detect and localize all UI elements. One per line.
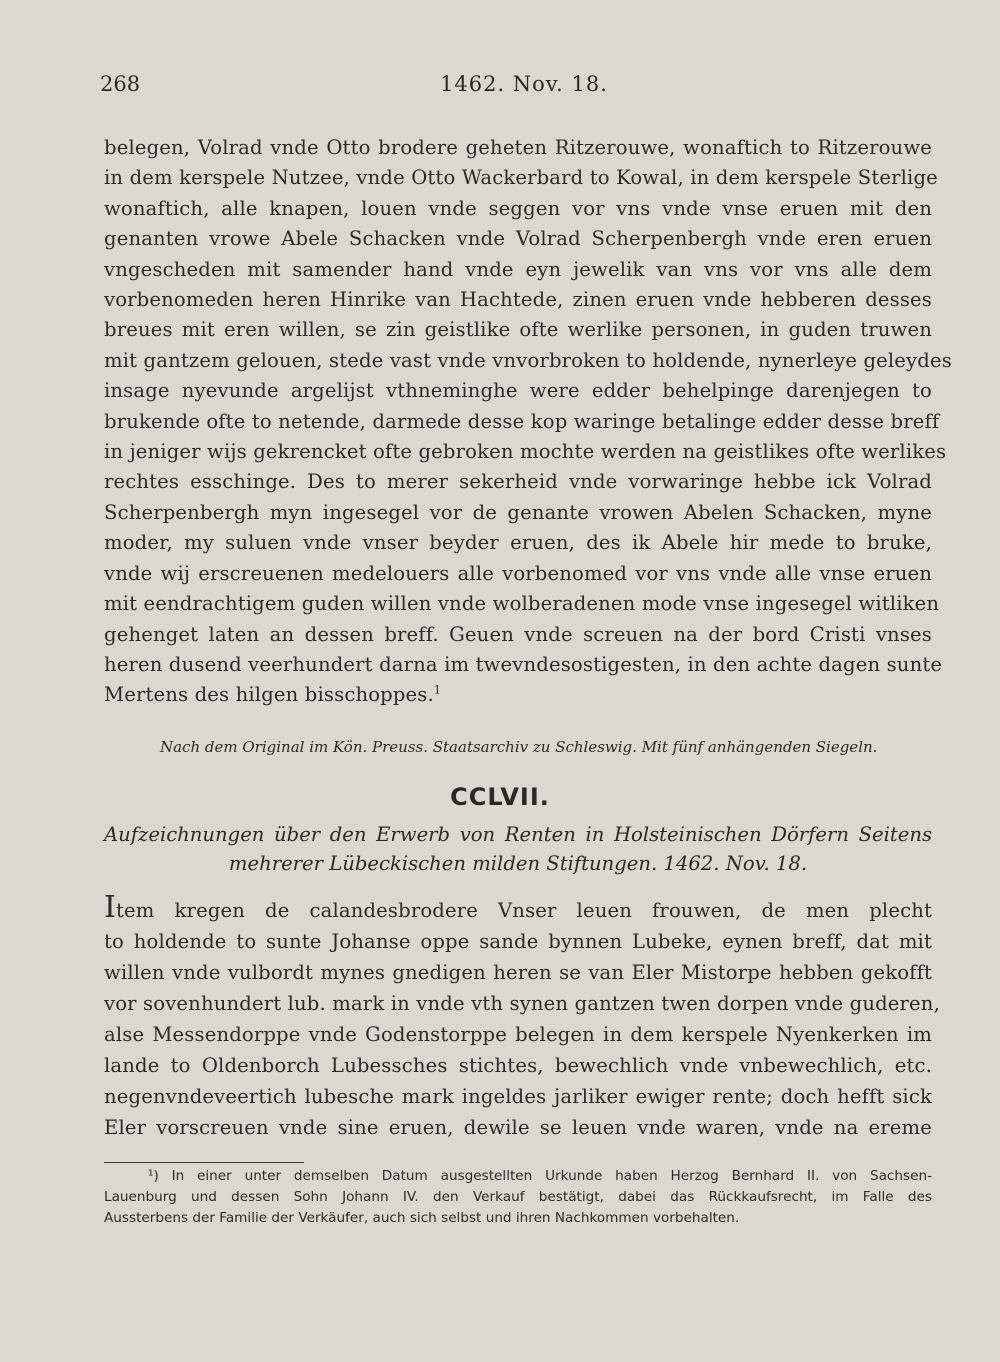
text-line: insage nyevunde argelijst vthneminghe were edder behelpinge darenjegen to <box>104 379 932 403</box>
document-title-line-2: mehrerer Lübeckischen milden Stiftungen. 1462. Nov. 18. <box>228 852 808 875</box>
text-line: heren dusend veerhundert darna im twevndesostigesten, in den achte dagen sunte <box>104 652 943 676</box>
text-line: moder, my suluen vnde vnser beyder eruen, des ik Abele hir mede to bruke, <box>104 531 932 555</box>
text-line: willen vnde vulbordt mynes gnedigen heren se van Eler Mistorpe hebben gekofft <box>104 961 932 984</box>
document-title <box>104 820 932 878</box>
text-line-first <box>104 890 932 926</box>
entry-text <box>104 890 940 1143</box>
text-line: lande to Oldenborch Lubessches stichtes, bewechlich vnde vnbewechlich, etc. <box>104 1054 932 1077</box>
running-head: 1462. Nov. 18. <box>440 72 608 96</box>
continued-charter-text <box>104 133 952 711</box>
text-line: rechtes esschinge. Des to merer sekerheid vnde vorwaringe hebbe ick Volrad <box>104 470 932 494</box>
text-line: mit gantzem gelouen, stede vast vnde vnvorbroken to holdende, nynerleye geleydes <box>104 348 952 372</box>
footnote-line-1 <box>104 1166 932 1187</box>
footnote-line-3: Aussterbens der Familie der Verkäufer, auch sich selbst und ihren Nachkommen vorbehalten. <box>104 1210 740 1226</box>
footnote-divider <box>104 1162 304 1163</box>
initial-letter: I <box>104 890 117 925</box>
footnote-line-2: Lauenburg und dessen Sohn Johann IV. den Verkauf bestätigt, dabei das Rückkaufsrecht, im Falle des <box>104 1189 932 1205</box>
text-line: vor sovenhundert lub. mark in vnde vth synen gantzen twen dorpen vnde guderen, <box>104 992 940 1015</box>
text-line: in dem kerspele Nutzee, vnde Otto Wackerbard to Kowal, in dem kerspele Sterlige <box>104 166 938 190</box>
text-line: gehenget laten an dessen breff. Geuen vnde screuen na der bord Cristi vnses <box>104 622 932 646</box>
first-line-rest: tem kregen de calandesbrodere Vnser leuen frouwen, de men plecht <box>116 899 932 922</box>
text-line: wonaftich, alle knapen, louen vnde seggen vor vns vnde vnse eruen mit den <box>104 196 932 220</box>
document-title-line-1: Aufzeichnungen über den Erwerb von Renten in Holsteinischen Dörfern Seitens <box>104 823 932 846</box>
text-line: vorbenomeden heren Hinrike van Hachtede, zinen eruen vnde hebberen desses <box>104 288 932 312</box>
source-note: Nach dem Original im Kön. Preuss. Staatsarchiv zu Schleswig. Mit fünf anhängenden Siegeln. <box>160 738 878 756</box>
text-line: to holdende to sunte Johanse oppe sande bynnen Lubeke, eynen breff, dat mit <box>104 930 932 953</box>
text-line: Eler vorscreuen vnde sine eruen, dewile se leuen vnde waren, vnde na ereme <box>104 1116 932 1139</box>
footnote-marker: ¹) <box>148 1168 159 1184</box>
text-line-last-content: Mertens des hilgen bisschoppes. <box>104 683 434 707</box>
text-line: mit eendrachtigem guden willen vnde wolberadenen mode vnse ingesegel witliken <box>104 592 940 616</box>
text-line: breues mit eren willen, se zin geistlike ofte werlike personen, in guden truwen <box>104 318 932 342</box>
text-line: genanten vrowe Abele Schacken vnde Volrad Scherpenbergh vnde eren eruen <box>104 227 932 251</box>
text-line: vnde wij erscreuenen medelouers alle vorbenomed vor vns vnde alle vnse eruen <box>104 561 932 585</box>
document-number: CCLVII. <box>450 783 550 811</box>
text-line: brukende ofte to netende, darmede desse kop waringe betalinge edder desse breff <box>104 409 940 433</box>
page-number: 268 <box>100 72 141 96</box>
footnote-line-1-text: In einer unter demselben Datum ausgestellten Urkunde haben Herzog Bernhard II. von Sachsen- <box>171 1168 932 1184</box>
footnote <box>104 1166 932 1229</box>
text-line: alse Messendorppe vnde Godenstorppe belegen in dem kerspele Nyenkerken im <box>104 1023 932 1046</box>
footnote-reference: 1 <box>433 683 442 697</box>
text-line: negenvndeveertich lubesche mark ingeldes jarliker ewiger rente; doch hefft sick <box>104 1085 932 1108</box>
page-header <box>100 72 930 102</box>
text-line: belegen, Volrad vnde Otto brodere geheten Ritzerouwe, wonaftich to Ritzerouwe <box>104 136 932 159</box>
text-line: in jeniger wijs gekrencket ofte gebroken mochte werden na geistlikes ofte werlikes <box>104 440 947 464</box>
text-line: vngescheden mit samender hand vnde eyn jewelik van vns vor vns alle dem <box>104 257 932 281</box>
text-line-last <box>104 680 932 710</box>
text-line: Scherpenbergh myn ingesegel vor de genante vrowen Abelen Schacken, myne <box>104 500 932 524</box>
